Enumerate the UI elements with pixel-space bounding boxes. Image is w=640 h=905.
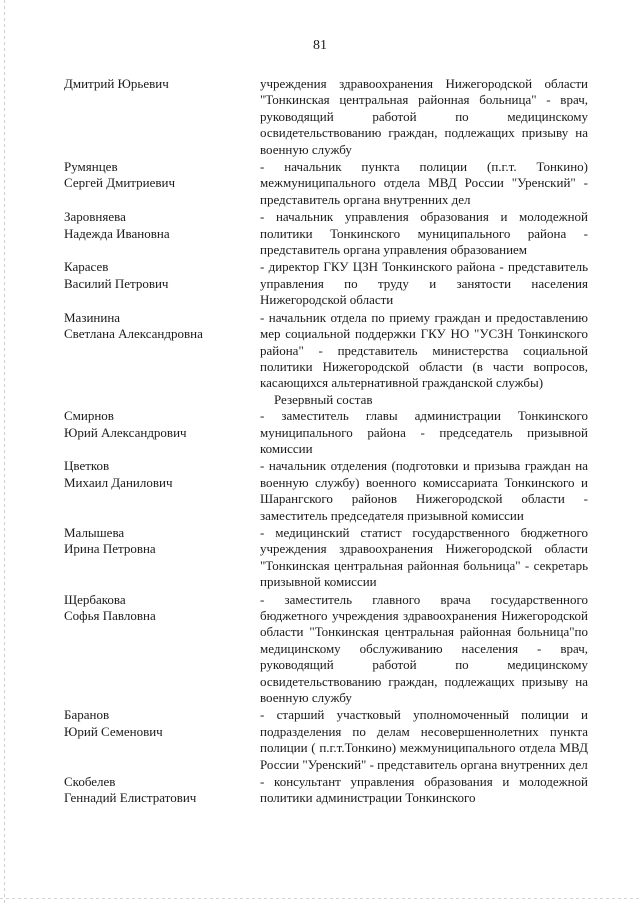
member-name-line: Дмитрий Юрьевич (64, 76, 169, 91)
commission-list (64, 76, 588, 807)
member-role: - заместитель главного врача государственного бюджетного учреждения здравоохранения Нижегородской области "Тонкинская центральная районная больница"по медицинскому обслуживанию населения - врач, руководящий работой по медицинскому освидетельствованию граждан, подлежащих призыву на военную службу (260, 591, 588, 706)
member-given-name: Юрий Александрович (64, 424, 187, 440)
member-given-name: Сергей Дмитриевич (64, 175, 175, 191)
member-name (64, 76, 260, 158)
scan-bottom-border (0, 898, 640, 899)
member-name (64, 159, 260, 208)
member-given-name: Софья Павловна (64, 608, 156, 623)
member-entry (64, 259, 588, 308)
member-role: - начальник пункта полиции (п.г.т. Тонкино) межмуниципального отдела МВД России "Уренский" - представитель органа внутренних дел (260, 159, 588, 207)
member-surname: Мазинина (64, 309, 121, 325)
member-entry (64, 159, 588, 208)
member-role: - начальник отделения (подготовки и призыва граждан на военную службу) военного комиссариата Тонкинского и Шарангского районов Нижегородской области - заместитель председателя призывной комиссии (260, 458, 588, 523)
member-entry (64, 76, 588, 158)
member-surname: Щербакова (64, 591, 126, 607)
member-surname: Скобелев (64, 774, 116, 790)
member-entry (64, 209, 588, 258)
member-given-name: Геннадий Елистратович (64, 790, 197, 806)
member-role: - начальник управления образования и молодежной политики Тонкинского муниципального района - представитель органа управления образованием (260, 209, 588, 258)
reserve-member-entry (64, 408, 588, 457)
reserve-member-entry (64, 592, 588, 707)
reserve-member-entry (64, 458, 588, 524)
member-surname: Баранов (64, 707, 110, 723)
member-name (64, 408, 260, 457)
member-surname: Малышева (64, 524, 125, 540)
member-given-name: Светлана Александровна (64, 326, 203, 342)
member-name (64, 592, 260, 707)
member-name (64, 458, 260, 524)
member-surname: Карасев (64, 259, 109, 275)
member-name (64, 774, 260, 807)
member-role: - директор ГКУ ЦЗН Тонкинского района - представитель управления по труду и занятости населения Нижегородской области (260, 259, 588, 308)
member-given-name: Юрий Семенович (64, 723, 163, 739)
reserve-member-entry (64, 707, 588, 773)
member-entry (64, 310, 588, 392)
member-role: - консультант управления образования и молодежной политики администрации Тонкинского (260, 774, 588, 806)
reserve-member-entry (64, 525, 588, 591)
member-given-name: Василий Петрович (64, 275, 169, 291)
member-name (64, 310, 260, 392)
member-surname: Цветков (64, 458, 110, 474)
member-surname: Смирнов (64, 408, 114, 424)
member-role: - заместитель главы администрации Тонкинского муниципального района - председатель призывной комиссии (260, 408, 588, 456)
page-number: 81 (313, 38, 327, 53)
member-surname: Заровняева (64, 209, 126, 225)
member-role: - медицинский статист государственного бюджетного учреждения здравоохранения Нижегородской области "Тонкинская центральная районная больница" - секретарь призывной комиссии (260, 524, 588, 590)
member-name (64, 525, 260, 591)
member-given-name: Ирина Петровна (64, 541, 156, 557)
member-given-name: Михаил Данилович (64, 474, 173, 490)
member-name (64, 209, 260, 258)
member-surname: Румянцев (64, 159, 118, 175)
member-role: учреждения здравоохранения Нижегородской области "Тонкинская центральная районная больница" - врач, руководящий работой по медицинскому освидетельствованию граждан, подлежащих призыву на военную службу (260, 76, 588, 157)
member-name (64, 259, 260, 308)
reserve-section-title: Резервный состав (274, 391, 373, 407)
reserve-member-entry (64, 774, 588, 807)
member-role: - начальник отдела по приему граждан и предоставлению мер социальной поддержки ГКУ НО "УСЗН Тонкинского района" - представитель министерства социальной политики Нижегородской области (в части вопросов, касающихся альтернативной гражданской службы) (260, 309, 588, 391)
member-name (64, 707, 260, 773)
scan-left-border (4, 0, 5, 905)
member-role: - старший участковый уполномоченный полиции и подразделения по делам несовершеннолетних пункта полиции ( п.г.т.Тонкино) межмуниципального отдела МВД России "Уренский" - представитель органа внутренних дел (260, 707, 588, 772)
member-given-name: Надежда Ивановна (64, 225, 170, 241)
